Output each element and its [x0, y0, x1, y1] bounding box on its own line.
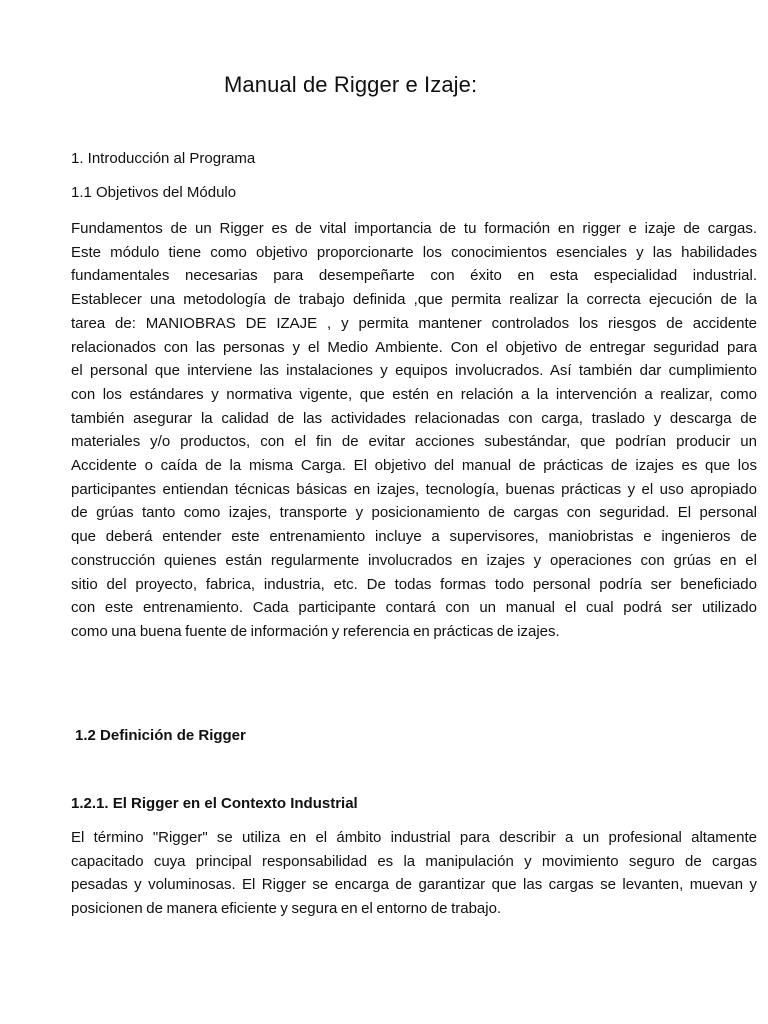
paragraph-line: Fundamentos de un Rigger es de vital importancia de tu formación en rigger e izaje de cargas.	[71, 220, 757, 237]
paragraph-line: El término "Rigger" se utiliza en el ámbito industrial para describir a un profesional altamente	[71, 829, 757, 846]
paragraph-line: también asegurar la calidad de las actividades relacionadas con carga, traslado y descarga de	[71, 409, 757, 427]
paragraph-rigger-context	[71, 826, 757, 921]
paragraph-line: Este módulo tiene como objetivo proporcionarte los conocimientos esenciales y las habilidades	[71, 243, 757, 261]
paragraph-line: fundamentales necesarias para desempeñarte con éxito en esta especialidad industrial.	[71, 267, 757, 285]
paragraph-line: Accidente o caída de la misma Carga. El objetivo del manual de prácticas de izajes es que los	[71, 457, 757, 475]
paragraph-objectives	[71, 217, 757, 644]
paragraph-line: con los estándares y normativa vigente, que estén en relación a la intervención a realizar, como	[71, 385, 757, 403]
paragraph-line: que deberá entender este entrenamiento incluye a supervisores, maniobristas e ingenieros de	[71, 528, 757, 546]
paragraph-line: construcción quienes están regularmente involucrados en izajes y operaciones con grúas en el	[71, 551, 757, 569]
section-heading-1: 1. Introducción al Programa	[71, 150, 256, 167]
section-heading-1-1: 1.1 Objetivos del Módulo	[71, 184, 237, 201]
paragraph-line: materiales y/o productos, con el fin de evitar acciones subestándar, que podrían producir un	[71, 433, 757, 451]
document-title: Manual de Rigger e Izaje:	[224, 72, 478, 97]
paragraph-line: sitio del proyecto, fabrica, industria, etc. De todas formas todo personal podría ser beneficiado	[71, 575, 757, 593]
paragraph-line: relacionados con las personas y el Medio Ambiente. Con el objetivo de entregar seguridad para	[71, 338, 757, 356]
paragraph-line: como una buena fuente de información y referencia en prácticas de izajes.	[71, 622, 560, 640]
paragraph-line: Establecer una metodología de trabajo definida ,que permita realizar la correcta ejecución de la	[71, 291, 757, 309]
paragraph-line: de grúas tanto como izajes, transporte y posicionamiento de cargas con seguridad. El personal	[71, 504, 757, 522]
section-heading-1-2-1: 1.2.1. El Rigger en el Contexto Industrial	[71, 795, 358, 812]
paragraph-line: participantes entiendan técnicas básicas en izajes, tecnología, buenas prácticas y el uso apropiado	[71, 480, 757, 498]
section-heading-1-2: 1.2 Definición de Rigger	[75, 727, 246, 744]
paragraph-line: posicionen de manera eficiente y segura en el entorno de trabajo.	[71, 900, 502, 918]
paragraph-line: pesadas y voluminosas. El Rigger se encarga de garantizar que las cargas se levanten, muevan y	[71, 876, 757, 894]
paragraph-line: capacitado cuya principal responsabilidad es la manipulación y movimiento seguro de cargas	[71, 852, 757, 870]
paragraph-line: con este entrenamiento. Cada participante contará con un manual el cual podrá ser utilizado	[71, 599, 757, 617]
paragraph-line: el personal que interviene las instalaciones y equipos involucrados. Así también dar cumplimiento	[71, 362, 757, 380]
paragraph-line: tarea de: MANIOBRAS DE IZAJE , y permita mantener controlados los riesgos de accidente	[71, 314, 757, 332]
